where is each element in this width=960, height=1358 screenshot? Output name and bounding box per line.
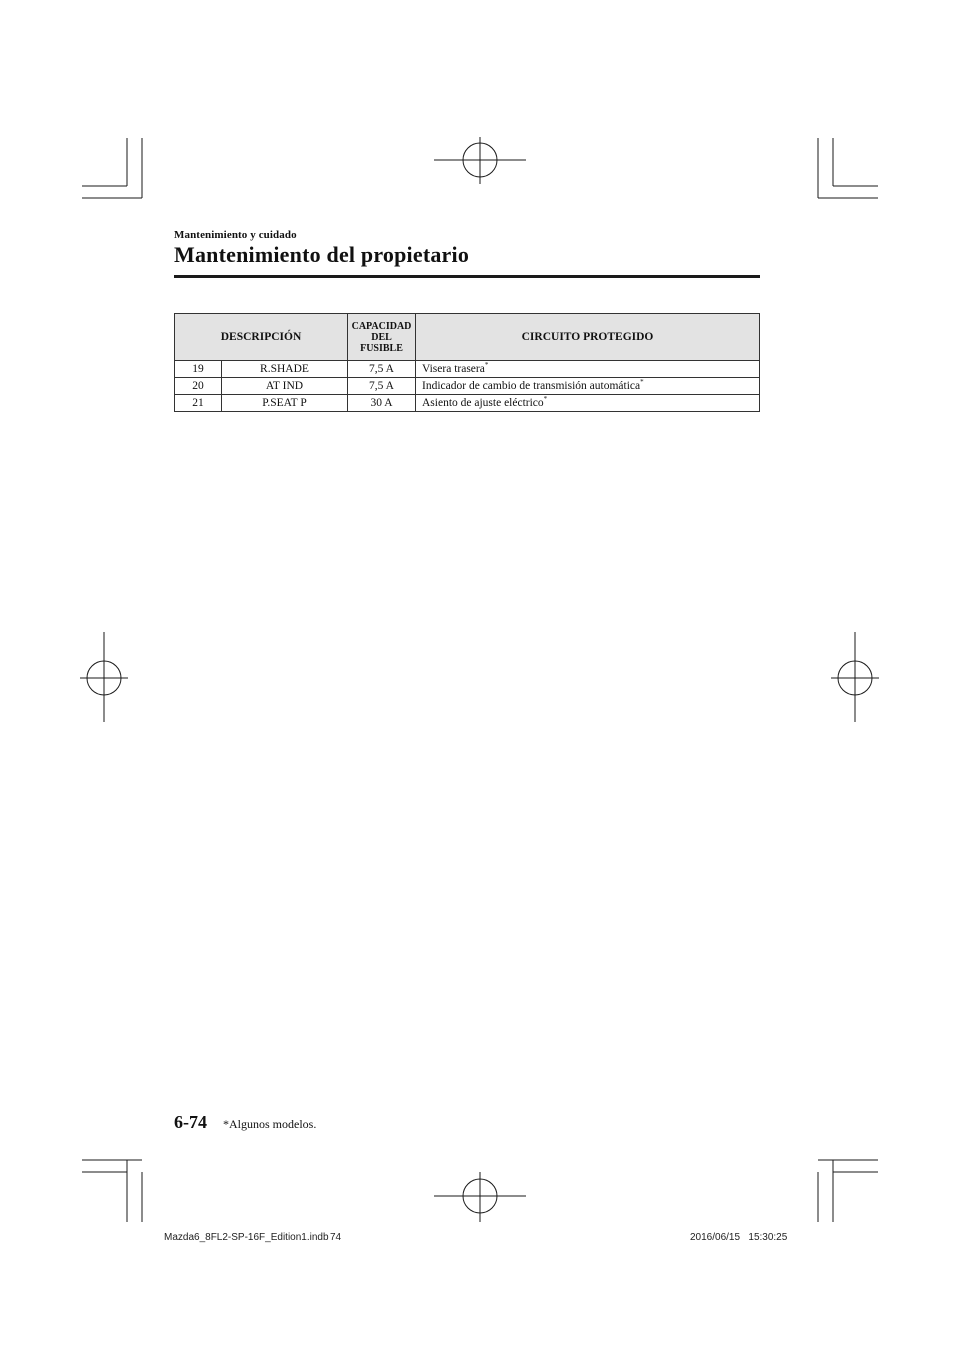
circuit-text: Indicador de cambio de transmisión automática: [422, 379, 641, 392]
optional-marker: *: [484, 360, 489, 369]
page-title: Mantenimiento del propietario: [174, 242, 470, 267]
print-page-number: 74: [330, 1232, 342, 1243]
fuse-circuit: [416, 378, 760, 395]
registration-mark-right: [831, 632, 879, 722]
fuse-circuit: [416, 395, 760, 412]
fuse-name: AT IND: [222, 378, 348, 395]
registration-mark-left: [80, 632, 128, 722]
optional-marker: *: [543, 394, 548, 403]
fuse-number: 21: [175, 395, 222, 412]
header-description: DESCRIPCIÓN: [175, 314, 348, 361]
fuse-circuit: [416, 361, 760, 378]
table-row: [175, 361, 760, 378]
fuse-number: 19: [175, 361, 222, 378]
fuse-capacity: 30 A: [348, 395, 416, 412]
header-capacity: [348, 314, 416, 361]
crop-mark-bottom-right: [818, 1160, 878, 1222]
print-timestamp: 2016/06/15 15:30:25: [690, 1232, 788, 1243]
fuse-table-header-row: [175, 314, 760, 361]
circuit-text: Visera trasera: [422, 362, 485, 375]
crop-mark-top-right: [818, 138, 878, 198]
fuse-number: 20: [175, 378, 222, 395]
fuse-table: [174, 313, 760, 412]
table-row: [175, 395, 760, 412]
header-capacity-line: FUSIBLE: [360, 342, 403, 354]
fuse-capacity: 7,5 A: [348, 378, 416, 395]
fuse-capacity: 7,5 A: [348, 361, 416, 378]
table-row: [175, 378, 760, 395]
print-file-name: Mazda6_8FL2-SP-16F_Edition1.indb: [164, 1232, 329, 1243]
page-number: 6-74: [174, 1112, 207, 1132]
optional-marker: *: [640, 377, 644, 386]
header-circuit: CIRCUITO PROTEGIDO: [416, 314, 760, 361]
crop-mark-bottom-left: [82, 1160, 142, 1222]
fuse-name: R.SHADE: [222, 361, 348, 378]
circuit-text: Asiento de ajuste eléctrico: [422, 396, 544, 409]
footnote: *Algunos modelos.: [223, 1117, 317, 1131]
fuse-name: P.SEAT P: [222, 395, 348, 412]
crop-mark-top-left: [82, 138, 142, 198]
header-capacity-line: CAPACIDAD: [351, 320, 412, 332]
registration-mark-bottom: [434, 1172, 526, 1222]
section-label: Mantenimiento y cuidado: [174, 229, 297, 241]
registration-mark-top: [434, 137, 526, 184]
header-capacity-line: DEL: [371, 331, 392, 343]
title-rule: [174, 275, 760, 278]
